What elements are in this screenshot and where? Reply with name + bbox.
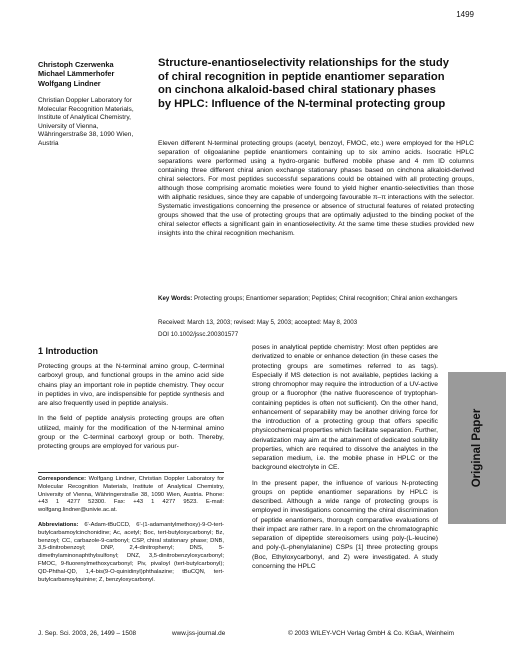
keywords [158, 295, 474, 303]
correspondence [38, 476, 224, 515]
author-name: Wolfgang Lindner [38, 78, 101, 88]
correspondence-label: Correspondence: [38, 476, 86, 482]
received-dates: Received: March 13, 2003; revised: May 5, 2003; accepted: May 8, 2003 [158, 319, 358, 326]
abstract: Eleven different N-terminal protecting groups (acetyl, benzoyl, FMOC, etc.) were employed for the HPLC separation of oligoalanine peptide enantiomers containing up to six amino acids. Isocratic HPLC separations were performed using a hydro-organic buffered mobile phase and 4 mm ID columns containing three different chiral anion exchange stationary phases based on cinchona alkaloid-derived chiral selectors. For most peptides successful separations could be obtained with all protecting groups, although those comprising aromatic moieties were found to yield higher enantio-selectivities than those with aliphatic residues, since they are capable of undergoing favourable π–π interactions with the selector. Systematic investigations concerning the presence or absence of structural features of related protecting groups showed that the use of protecting groups that are optimally adjusted to the binding pocket of the chiral selector effects a significant gain in enantioselectivity. At the same time these studies provided new insights into the chiral recognition mechanism. [158, 140, 474, 237]
copyright: © 2003 WILEY-VCH Verlag GmbH & Co. KGaA, Weinheim [288, 630, 454, 637]
author-name: Michael Lämmerhofer [38, 69, 115, 79]
article-type-label: Original Paper [471, 408, 483, 488]
keywords-text: Protecting groups; Enantiomer separation; Peptides; Chiral recognition; Chiral anion exchangers [194, 295, 458, 302]
author-list [38, 60, 148, 88]
correspondence-text: Wolfgang Lindner, Christian Doppler Laboratory for Molecular Recognition Materials, Institute of Analytical Chemistry, University of Vienna, Währingerstraße 38, 1090 Wien, Austria. Phone: +43 1 4277 52300. Fax: +43 1 4277 9523. E-mail: wolfgang.lindner@univie.ac.at. [38, 476, 224, 514]
abbreviations-label: Abbreviations: [38, 522, 79, 528]
page-number: 1499 [456, 10, 474, 19]
column-right [252, 343, 438, 577]
journal-citation: J. Sep. Sci. 2003, 26, 1499 – 1508 [38, 630, 137, 637]
paragraph: In the present paper, the influence of various N-protecting groups on peptide enantiomer separations by HPLC is described. Although a wide range of protecting groups is employed in investigations concerning the chiral discrimination of peptide enantiomers, thorough comparative evaluations of their impact are rather rare. In a report on the chromatographic separation of dipeptide stereoisomers using poly-(L-leucine) and poly-(L-phenylalanine) CSPs [1] three protecting groups (Boc, Ethyloxycarbonyl, and Z) were investigated. A study concerning the HPLC [252, 479, 438, 570]
abbreviations [38, 522, 224, 585]
abbreviations-text: 6'-Adam-tBuCCD, 6'-(1-adamantylmethoxy)-9-O-tert-butylcarbamoylcinchonidine; Ac, acetyl; Boc, tert-butyloxycarbonyl; Bz, benzoyl; CC, carbazole-9-carbonyl; CSP, chiral stationary phase; DNB, 3,5-dinitrobenzoyl; DNP, 2,4-dinitrophenyl; DNS, 5-dimethylaminonaphthylsulfonyl; DNZ, 3,5-dinitrobenzyloxycarbonyl; FMOC, 9-fluorenylmethoxycarbonyl; Piv, pivaloyl (tert-butylcarbonyl); QD-Phthal-QD, 1,4-bis(9-O-quinidinyl)phthalazine; tBuCQN, tert-butylcarbamoylquinine; Z, benzyloxycarbonyl. [38, 522, 224, 583]
paragraph: In the field of peptide analysis protecting groups are often utilized, mainly for the modification of the N-terminal amino group or the C-terminal carboxyl group or both. Thereby, protecting groups are employed for various pur- [38, 415, 224, 450]
footnote-divider [38, 472, 224, 473]
article-type-tab [448, 372, 506, 524]
section-heading: 1 Introduction [38, 346, 98, 356]
author-name: Christoph Czerwenka [38, 60, 114, 69]
journal-website: www.jss-journal.de [172, 630, 226, 637]
paragraph: Protecting groups at the N-terminal amino group, C-terminal carboxyl group, and functional groups in the amino acid side chains play an important role in peptide chemistry. They occur in peptides in vivo, are indispensible for peptide synthesis and are also frequently used in peptide analysis. [38, 363, 224, 407]
article-title: Structure-enantioselectivity relationships for the study of chiral recognition in peptide enantiomer separation on cinchona alkaloid-based chiral stationary phases by HPLC: Influence of the N-terminal protecting group [158, 57, 449, 110]
doi: DOI 10.1002/jssc.200301577 [158, 331, 239, 338]
paragraph: poses in analytical peptide chemistry: Most often peptides are derivatized to enable or enhance detection (in these cases the protecting groups are sometimes referred to as tags). Especially if MS detection is not available, peptides lacking a strong chromophor may require the introduction of a UV-active group or a fluorophor (the native fluorescence of tryptophan-containing peptides is often not sufficient). On the other hand, enhancement of separability may be another driving force for the introduction of a protecting group that offers specific physicochemical properties which facilitate separation. Further, derivatization may aim at the attainment of dedicated solubility properties, which are required to dissolve the analytes in the separation medium, i.e. the mobile phase in HPLC or the background electrolyte in CE. [252, 344, 438, 472]
keywords-label: Key Words: [158, 295, 193, 302]
affiliation: Christian Doppler Laboratory for Molecular Recognition Materials, Institute of Analytical Chemistry, University of Vienna, Währingerstraße 38, 1090 Wien, Austria [38, 97, 134, 147]
column-left [38, 362, 224, 457]
